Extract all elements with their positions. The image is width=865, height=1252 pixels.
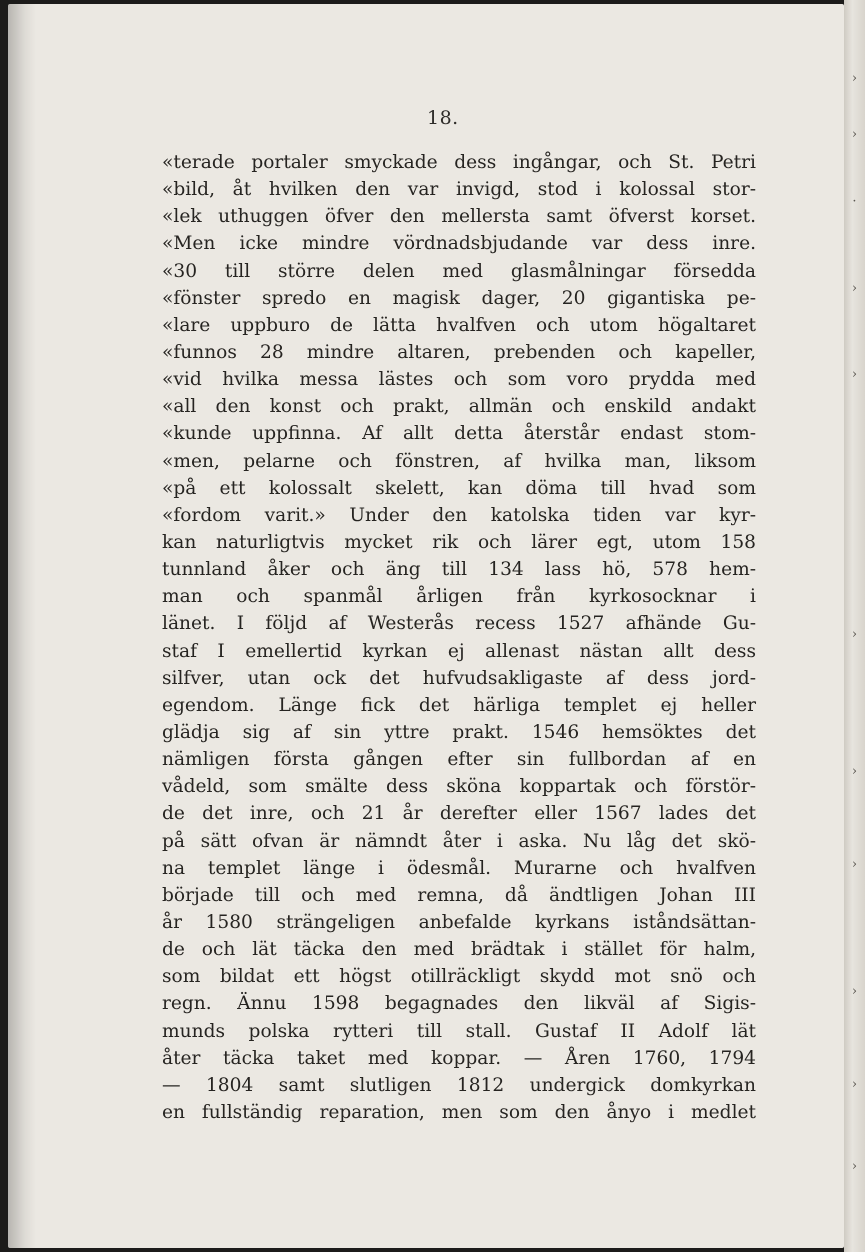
edge-mark: › [851, 984, 858, 999]
text-line: «kunde uppfinna. Af allt detta återstår endast stom- [162, 423, 756, 445]
text-line: silfver, utan ock det hufvudsakligaste af dess jord- [162, 667, 756, 689]
text-line: egendom. Länge fick det härliga templet ej heller [162, 694, 756, 716]
edge-mark: · [852, 194, 857, 209]
text-line: «all den konst och prakt, allmän och enskild andakt [162, 396, 756, 418]
text-line: «Men icke mindre vördnadsbjudande var dess inre. [162, 233, 756, 255]
text-line: «på ett kolossalt skelett, kan döma till hvad som [162, 477, 756, 499]
text-line: åter täcka taket med koppar. — Åren 1760, 1794 [162, 1047, 756, 1069]
text-line: regn. Ännu 1598 begagnades den likväl af Sigis- [162, 993, 756, 1015]
text-line: munds polska rytteri till stall. Gustaf II Adolf lät [162, 1020, 756, 1042]
text-line: vådeld, som smälte dess sköna koppartak och förstör- [162, 776, 756, 798]
edge-mark: › [851, 367, 858, 382]
text-line: «bild, åt hvilken den var invigd, stod i kolossal stor- [162, 179, 756, 201]
text-line: «lare uppburo de lätta hvalfven och utom högaltaret [162, 314, 756, 336]
text-line: na templet länge i ödesmål. Murarne och hvalfven [162, 857, 756, 879]
text-line: de det inre, och 21 år derefter eller 1567 lades det [162, 803, 756, 825]
edge-mark: › [851, 281, 858, 296]
text-line: — 1804 samt slutligen 1812 undergick domkyrkan [162, 1074, 756, 1096]
text-line: glädja sig af sin yttre prakt. 1546 hemsöktes det [162, 721, 756, 743]
text-line: länet. I följd af Westerås recess 1527 afhände Gu- [162, 613, 756, 635]
text-line: «30 till större delen med glasmålningar försedda [162, 260, 756, 282]
text-line: de och lät täcka den med brädtak i stället för halm, [162, 939, 756, 961]
text-line: kan naturligtvis mycket rik och lärer egt, utom 158 [162, 531, 756, 553]
body-text [162, 149, 756, 1126]
next-page-edge [844, 0, 865, 1252]
text-line: på sätt ofvan är nämndt åter i aska. Nu låg det skö- [162, 830, 756, 852]
text-line: staf I emellertid kyrkan ej allenast nästan allt dess [162, 640, 756, 662]
text-line: nämligen första gången efter sin fullbordan af en [162, 749, 756, 771]
text-line: «vid hvilka messa lästes och som voro prydda med [162, 369, 756, 391]
text-line: man och spanmål årligen från kyrkosocknar i [162, 586, 756, 608]
edge-mark: › [851, 627, 858, 642]
text-line: började till och med remna, då ändtligen Johan III [162, 884, 756, 906]
text-line: «funnos 28 mindre altaren, prebenden och kapeller, [162, 341, 756, 363]
text-line: «terade portaler smyckade dess ingångar, och St. Petri [162, 152, 756, 173]
text-line: som bildat ett högst otillräckligt skydd mot snö och [162, 966, 756, 988]
text-line: «men, pelarne och fönstren, af hvilka man, liksom [162, 450, 756, 472]
text-line: år 1580 strängeligen anbefalde kyrkans iståndsättan- [162, 911, 756, 933]
page-number: 18. [427, 107, 459, 129]
text-line: en fullständig reparation, men som den ånyo i medlet [162, 1101, 756, 1123]
edge-mark: › [851, 857, 858, 872]
text-line: «fönster spredo en magisk dager, 20 gigantiska pe- [162, 287, 756, 309]
edge-mark: › [851, 1077, 858, 1092]
text-line: «lek uthuggen öfver den mellersta samt öfverst korset. [162, 206, 756, 228]
edge-mark: › [851, 127, 858, 142]
text-line: «fordom varit.» Under den katolska tiden var kyr- [162, 504, 756, 526]
edge-mark: › [851, 764, 858, 779]
gutter-shadow [8, 4, 36, 1248]
edge-mark: › [851, 1159, 858, 1174]
text-line: tunnland åker och äng till 134 lass hö, 578 hem- [162, 559, 756, 581]
edge-mark: › [851, 71, 858, 86]
